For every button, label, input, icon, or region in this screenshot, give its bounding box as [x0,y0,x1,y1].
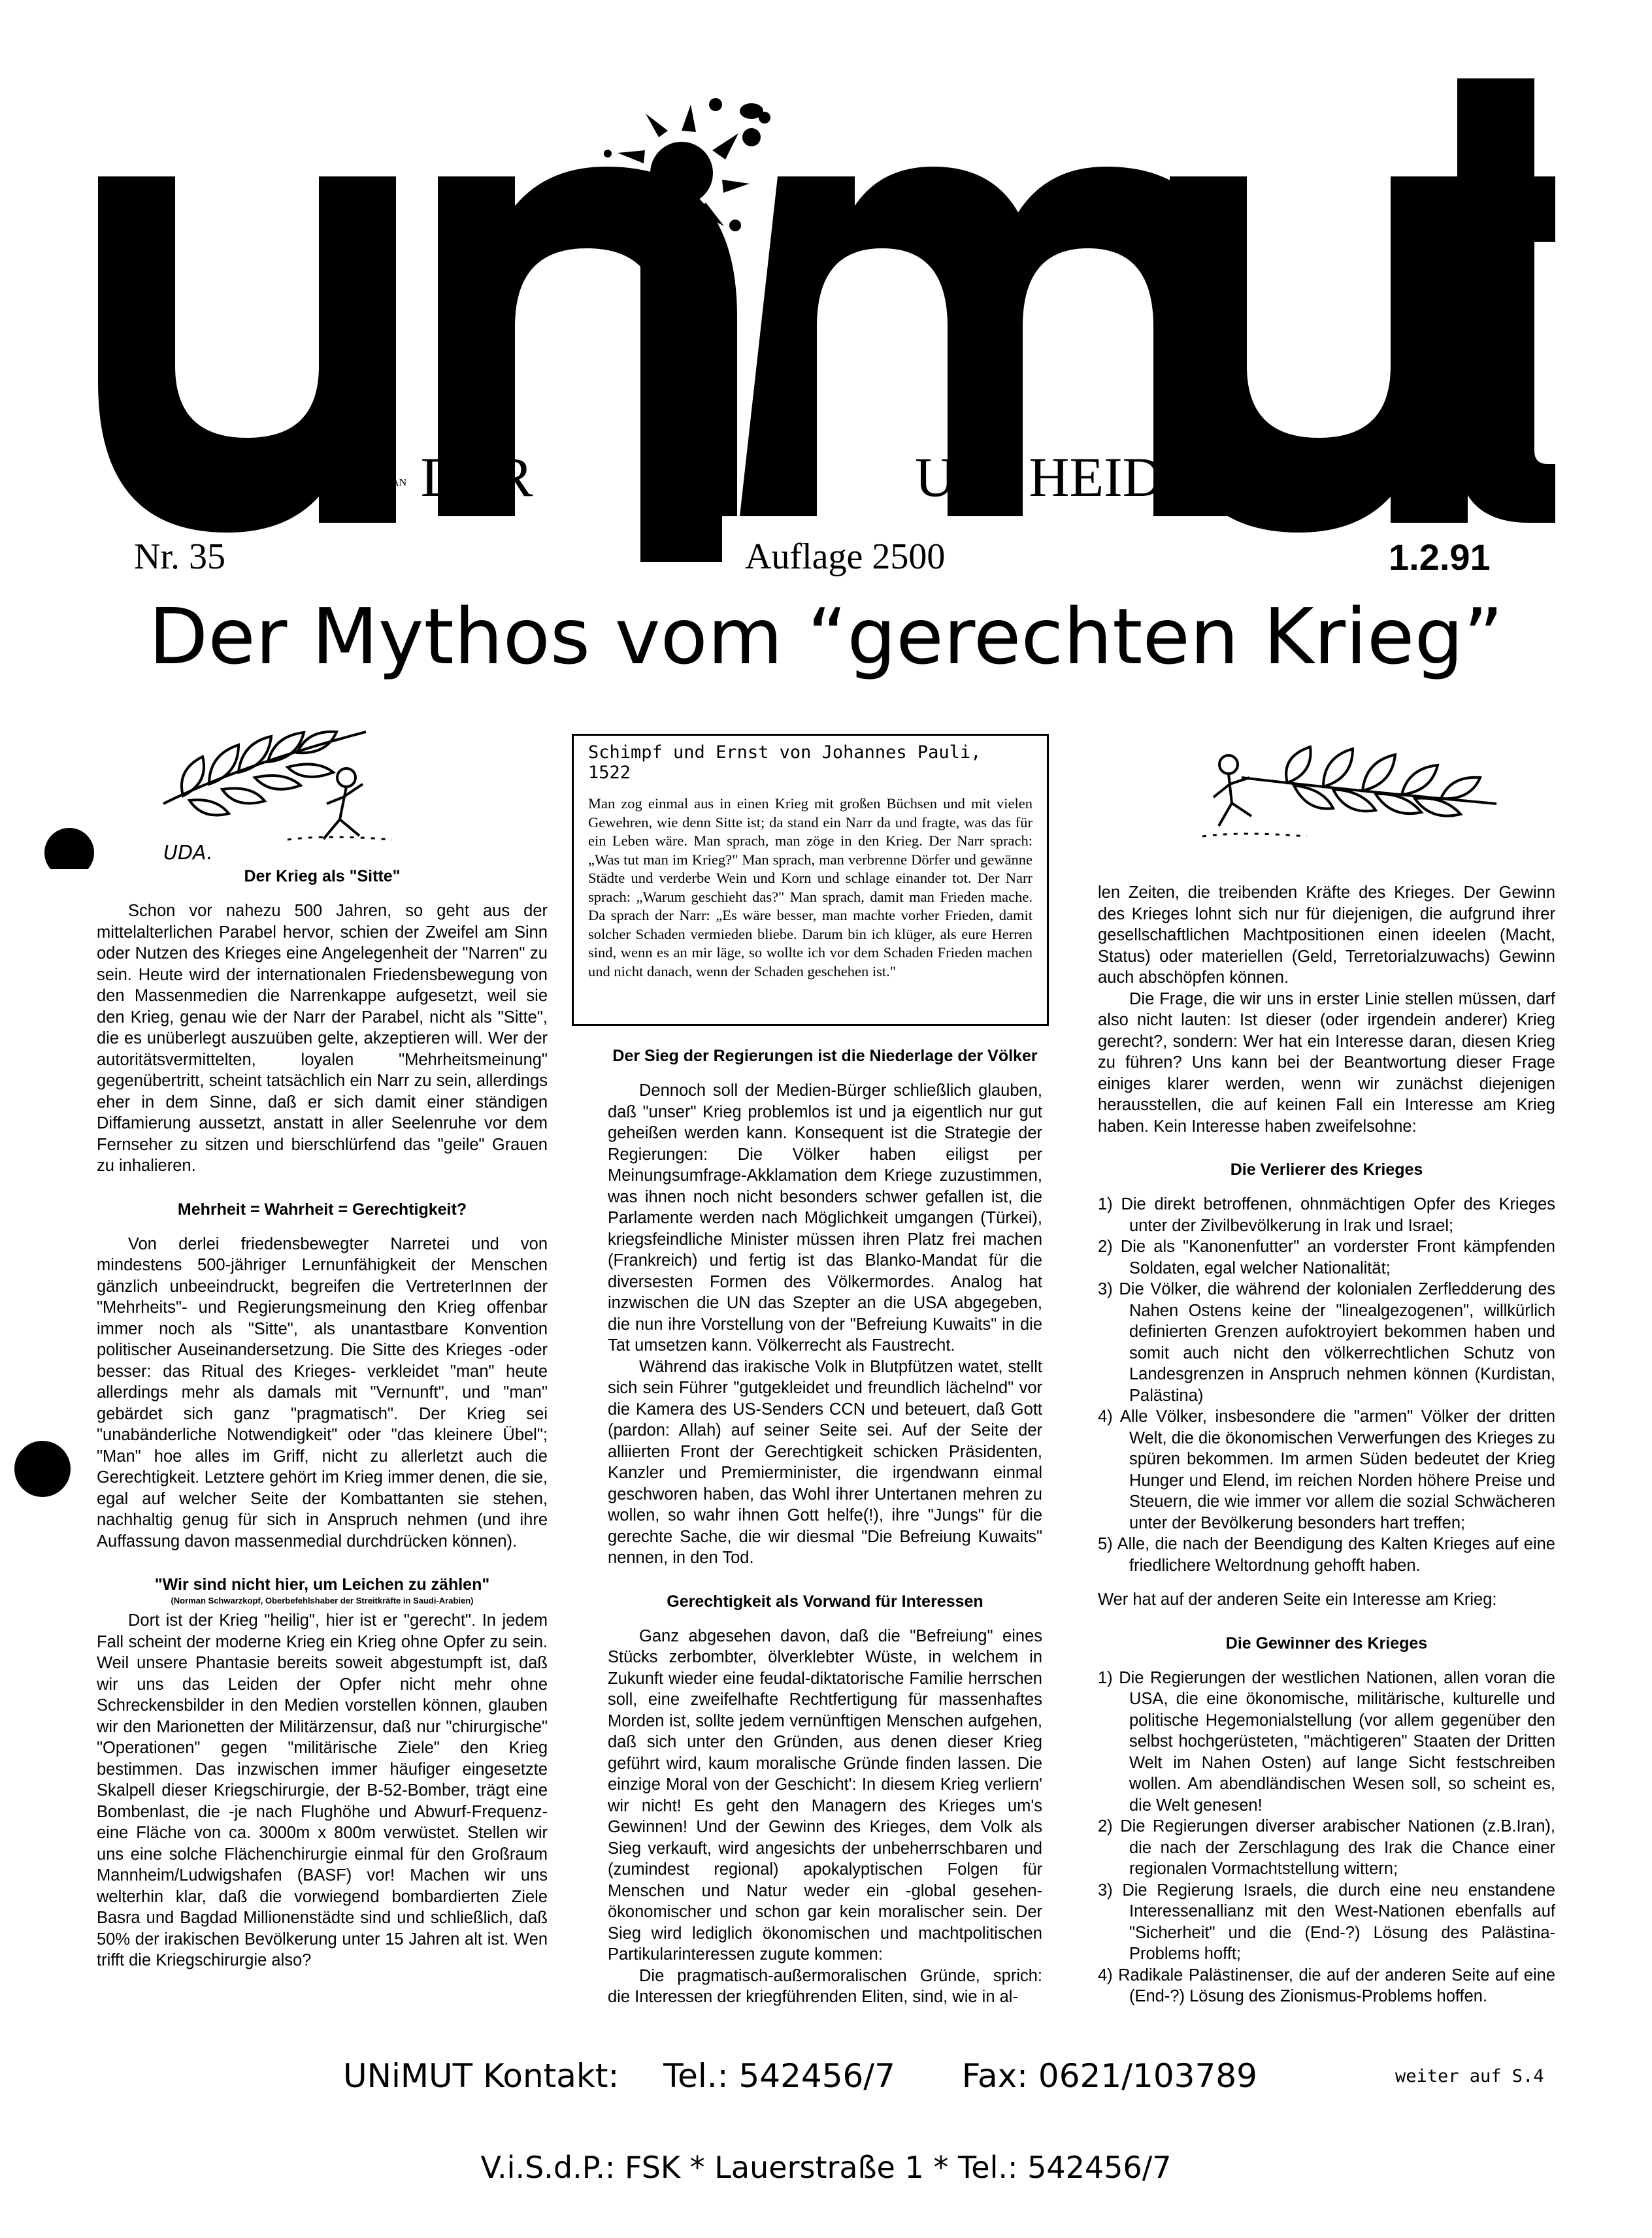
list-item: 3) Die Völker, die während der kolonialen Zerfledderung des Nahen Ostens keine der "linealgezogenen", willkürlich definierten Grenzen aufoktroyiert bekommen haben und somit auch nicht den völkerrechtlichen Schutz von Landesgrenzen in Anspruch nehmen können (Kurdistan, Palästina) [1098,1280,1555,1405]
masthead-an: AN [391,477,407,489]
paragraph: Ganz abgesehen davon, daß die "Befreiung" eines Stücks zerbombter, ölverklebter Wüste, in welchem in Zukunft wieder eine feudal-diktatorische Familie herrschen soll, eine zweifelhafte Rechtfertigung für massenhaftes Morden ist, sollte jedem vernünftigen Menschen aufgehen, daß sich unter den Gründen, aus denen dieser Krieg geführt wird, kaum moralische Gründe finden lassen. Die einzige Moral von der Geschicht': In diesem Krieg verliern' wir nicht! Es geht den Managern des Krieges um's Gewinnen! Und der Gewinn des Krieges, dem Volk als Sieg verkauft, wird angesichts der unbeherrschbaren und (zumindest regional) apokalyptischen Folgen für Menschen und Natur weder ein -global gesehen- ökonomischer und schon gar kein moralischer sein. Der Sieg wird lediglich ökonomischen und machtpolitischen Partikularinteressen zugute kommen: [608,1626,1042,1964]
heading-verlierer: Die Verlierer des Krieges [1230,1160,1423,1179]
quote-box-text: Man zog einmal aus in einen Krieg mit großen Büchsen und mit vielen Gewehren, wie denn Sitte ist; da stand ein Narr da und fragte, was das für ein Leben wäre. Man sprach, man zöge in den Krieg. Der Narr sprach: „Was tut man im Krieg?" Man sprach, man verbrenne Dörfer und gewänne Städte und verderbe Wein und Korn und schlage einander tot. Der Narr sprach: „Warum geschieht das?" Man sprach, damit man Frieden mache. Da sprach der Narr: „Es wäre besser, man machte vorher Frieden, damit solcher Schaden vermieden bliebe. Darum bin ich klüger, als eure Herren sind, wenn es an mir läge, so wollte ich vor dem Schaden Frieden machen und nicht danach, wenn der Schaden geschehen ist." [588,795,1032,979]
masthead-der: DER [420,446,533,508]
contact-label: UNiMUT Kontakt: [343,2057,620,2095]
paragraph: Die pragmatisch-außermoralischen Gründe, sprich: die Interessen der kriegführenden Eliten, sind, wie in al- [608,1966,1042,2006]
winners-list [1098,1668,1555,2007]
logo-letter-i-stem [640,235,722,562]
illustration-signature: UDA. [163,842,213,864]
issue-number: Nr. 35 [134,536,225,577]
running-figure-icon [323,768,363,839]
contact-tel: Tel.: 542456/7 [663,2057,895,2095]
heading-sieg: Der Sieg der Regierungen ist die Niederlage der Völker [612,1047,1038,1065]
masthead-zeitung: ZEITUNG [134,446,378,508]
paragraph: Die Frage, die wir uns in erster Linie stellen müssen, darf also nicht lauten: Ist dieser (oder irgendein anderer) Krieg gerecht?, sondern: Wer hat ein Interesse daran, diesen Krieg zu führen? Uns kann bei der Beantwortung dieser Frage einiges klarer werden, wenn wir zunächst diejenigen herausstellen, die auf keinen Fall ein Interesse am Krieg haben. Kein Interesse haben zweifelsohne: [1098,989,1555,1136]
issue-date: 1.2.91 [1389,536,1491,578]
punch-hole-icon [44,828,94,869]
illustration-left [39,719,431,869]
contact-fax: Fax: 0621/103789 [961,2057,1257,2095]
heading-leichen: "Wir sind nicht hier, um Leichen zu zählen" [154,1575,490,1594]
heading-leichen-source: (Norman Schwarzkopf, Oberbefehlshaber der Streitkräfte in Saudi-Arabien) [171,1596,474,1605]
list-item: 3) Die Regierung Israels, die durch eine neu enstandene Interessenallianz mit den West-Nationen ebenfalls auf "Sicherheit" und die (End-?) Lösung des Palästina-Problems hofft; [1098,1881,1555,1963]
list-item: 1) Die Regierungen der westlichen Nationen, allen voran die USA, die eine ökonomische, militärische, kulturelle und politische Hegemonialstellung (vor allem gegenüber den selbst hochgerüsteten, "mächtigeren" Staaten der Dritten Welt im Nahen Osten) auf lange Sicht festschreiben wollen. Am abendländischen Wesen soll, so scheint es, die Welt genesen! [1098,1668,1555,1815]
list-item: 2) Die Regierungen diverser arabischer Nationen (z.B.Iran), die nach der Zerschlagung des Irak die Chance einer regionalen Vormachtstellung wittern; [1098,1817,1555,1878]
heading-krieg-als-sitte: Der Krieg als "Sitte" [244,867,401,885]
list-item: 4) Alle Völker, insbesondere die "armen" Völker der dritten Welt, die die ökonomischen Verwerfungen des Krieges zu spüren bekommen. Im armen Süden bedeutet der Krieg Hunger und Elend, im reichen Norden höhere Preise und Steuern, die wie immer vor allem die sozial Schwächeren unter der Bevölkerung besonders hart treffen; [1098,1407,1555,1532]
paragraph: Von derlei friedensbewegter Narretei und von mindestens 500-jähriger Lernunfähigkeit der Menschen gänzlich unbeeindruckt, begreifen die VertreterInnen der "Mehrheits"- und Regierungsmeinung den Krieg offenbar immer noch als "Sitte", als unantastbare Konvention politischer Auseinandersetzung. Die Sitte des Krieges -oder besser: das Ritual des Krieges- verkleidet "man" heute allerdings mehr als damals mit "Vernunft", und "man" gebärdet sich ganz "pragmatisch". Der Krieg sei "unabänderliche Notwendigkeit" oder "das kleinere Übel"; "Man" hoe alles im Griff, nicht zu allerletzt auch die Gerechtigkeit. Letztere gehört im Krieg immer denen, die sie, egal auf welcher Seite der Kombattanten sie stehen, nachhaltig genug für sich in Anspruch nehmen (und ihre Auffassung davon massenmedial durchdrücken können). [97,1234,548,1551]
headline: Der Mythos vom “gerechten Krieg” [148,591,1504,682]
paragraph: Wer hat auf der anderen Seite ein Interesse am Krieg: [1098,1590,1497,1609]
punch-hole-icon [14,1441,71,1497]
circulation: Auflage 2500 [745,536,946,577]
paragraph: Während das irakische Volk in Blutpfützen watet, stellt sich sein Führer "gutgekleidet und freundlich lächelnd" vor die Kamera des US-Senders CCN und beteuert, daß Gott (pardon: Allah) auf seiner Seite sei. Auf der Seite der alliierten Front der Gerechtigkeit schicken Präsidenten, Kanzler und Premierminister, die irgendwann einmal geschworen haben, das Wohl ihrer Untertanen mehren zu wollen, so wahr ihnen Gott helfe(!), ihre "Jungs" für die gerechte Sache, die wir diesmal "Die Befreiung Kuwaits" nennen, in den Tod. [608,1357,1042,1567]
quote-box [572,734,1049,1026]
heading-gerechtigkeit: Gerechtigkeit als Vorwand für Interessen [667,1592,983,1611]
paragraph: Dennoch soll der Medien-Bürger schließlich glauben, daß "unser" Krieg problemlos ist und ja eigentlich nur gut geheißen werden kann. Konsequent ist die Strategie der Regierungen: Die Völker haben eiligst per Meinungsumfrage-Akklamation dem Kriege zuzustimmen, was ihnen noch nicht besonders schwer gefallen ist, die Parlamente werden nach Möglichkeit umgangen (Türkei), kriegsfeindliche Minister müssen ihren Platz frei machen (Frankreich) und fertig ist das Blanko-Mandat für die diversesten Formen des Völkermordes. Analog hat inzwischen die UN das Szepter an die USA abgegeben, die nun ihre Vorstellung von der "Befreiung Kuwaits" in die Tat umsetzen kann. Völkerrecht als Faustrecht. [608,1081,1042,1355]
paragraph: Schon vor nahezu 500 Jahren, so geht aus der mittelalterlichen Parabel hervor, schien der Zweifel am Sinn oder Nutzen des Krieges eine Angelegenheit der "Narren" zu sein. Heute wird der internationalen Friedensbewegung von den Massenmedien die Narrenkappe aufgesetzt, weil sie den Krieg, genau wie der Narr der Parabel, nicht als "Sitte", die es unüberlegt auszuüben gelte, akzeptieren will. Wer der autoritätsvermittelten, loyalen "Mehrheitsmeinung" gegenübertritt, scheint tatsächlich ein Narr zu sein, allerdings eher in dem Sinne, daß er sich damit einer ständigen Diffamierung aussetzt, anstatt in aller Seelenruhe vor dem Fernseher zu sitzen und bierschlürfend das "geile" Grauen zu inhalieren. [97,902,548,1175]
olive-branch-icon [1242,747,1496,816]
heading-gewinner: Die Gewinner des Krieges [1225,1634,1428,1653]
paragraph: Dort ist der Krieg "heilig", hier ist er "gerecht". In jedem Fall scheint der moderne Krieg ein Krieg ohne Opfer zu sein. Weil unsere Phantasie bereits soweit abgestumpft ist, daß wir uns das Leiden der Opfer nicht mehr ohne Schreckensbilder in den Medien vorstellen können, glauben wir den Marionetten der Militärzensur, daß nur "chirurgische" "Operationen" gegen "militärische Ziele" den Krieg bestimmen. Das inzwischen immer häufiger eingesetzte Skalpell dieser Kriegschirurgie, der B-52-Bomber, trägt eine Bombenlast, die -je nach Flughöhe und Abwurf-Frequenz- eine Fläche von ca. 3000m x 800m verwüstet. Stellen wir uns eine solche Flächenchirurgie einmal für den Großraum Mannheim/Ludwigshafen (BASF) vor! Machen wir uns welterhin klar, daß die vorwiegend bombardierten Ziele Basra und Bagdad Millionenstädte sind und schließlich, daß 50% der irakischen Bevölkerung unter 15 Jahren alt ist. Wen trifft die Kriegschirurgie also? [97,1611,548,1969]
illustration-right [1189,732,1516,849]
running-figure-icon [1214,755,1251,826]
continued-note: weiter auf S.4 [1395,2066,1544,2086]
list-item: 2) Die als "Kanonenfutter" an vorderster Front kämpfenden Soldaten, egal welcher Nationalität; [1098,1238,1555,1277]
column-1 [97,866,548,1971]
column-3 [1098,882,1555,2007]
masthead-right: UNI HEIDELBERG [915,446,1382,508]
contact-line [343,2057,1257,2095]
imprint-footer: V.i.S.d.P.: FSK * Lauerstraße 1 * Tel.: 542456/7 [480,2150,1172,2185]
olive-branch-icon [163,732,366,815]
list-item: 1) Die direkt betroffenen, ohnmächtigen Opfer des Krieges unter der Zivilbevölkerung in Irak und Israel; [1098,1195,1555,1235]
paragraph: len Zeiten, die treibenden Kräfte des Krieges. Der Gewinn des Krieges lohnt sich nur für diejenigen, die aufgrund ihrer gesellschaftlichen Machtpositionen einen ideelen (Macht, Status) oder materiellen (Geld, Terretorialzuwachs) Gewinn auch abschöpfen können. [1098,883,1555,987]
quote-box-title: Schimpf und Ernst von Johannes Pauli, 1522 [588,742,982,783]
list-item: 5) Alle, die nach der Beendigung des Kalten Krieges auf eine friedlichere Weltordnung gehofft haben. [1098,1535,1555,1575]
masthead-left [134,444,533,510]
column-2 [608,1045,1042,2008]
list-item: 4) Radikale Palästinenser, die auf der anderen Seite auf eine (End-?) Lösung des Zionismus-Problems hoffen. [1098,1966,1555,2005]
heading-mehrheit: Mehrheit = Wahrheit = Gerechtigkeit? [177,1200,467,1219]
losers-list [1098,1194,1555,1576]
